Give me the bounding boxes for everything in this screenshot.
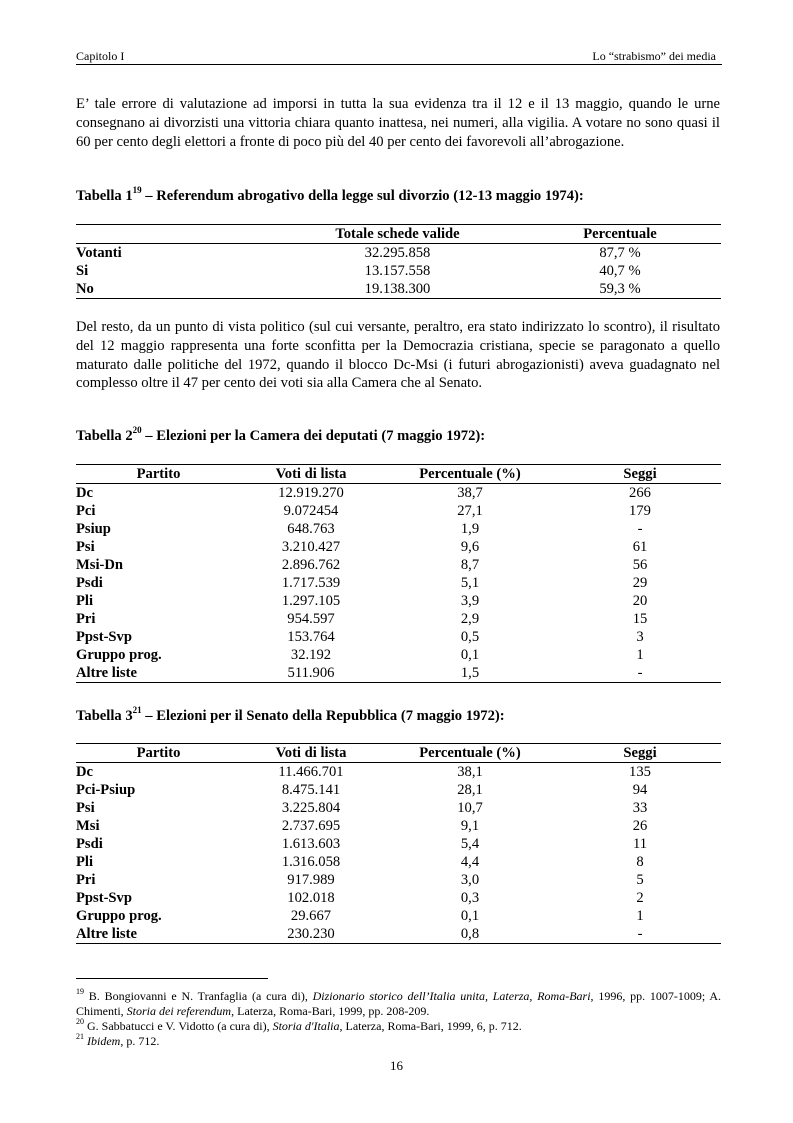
table-cell: 9,6 xyxy=(460,539,480,555)
table-row xyxy=(76,610,721,628)
table-cell: 0,3 xyxy=(460,890,480,906)
table-header-cell xyxy=(76,225,276,244)
table-row xyxy=(76,646,721,664)
table-cell: 56 xyxy=(632,557,648,573)
table-cell: 1.717.539 xyxy=(281,575,341,591)
table-2-caption xyxy=(76,426,485,445)
row-label-cell: Psi xyxy=(76,539,95,555)
footnote-text: , Laterza, Roma-Bari, 1999, pp. 208-209. xyxy=(231,1004,430,1018)
table-cell: 32.295.858 xyxy=(364,245,431,261)
table-cell: 1.297.105 xyxy=(281,593,341,609)
table-cell: 3.210.427 xyxy=(281,539,341,555)
row-label-cell: No xyxy=(76,280,276,299)
page-number: 16 xyxy=(390,1058,403,1073)
table-cell: - xyxy=(559,925,721,944)
table-header-cell: Percentuale (%) xyxy=(381,465,559,484)
table-header-row xyxy=(76,465,721,484)
table-row xyxy=(76,835,721,853)
table-header-cell: Partito xyxy=(76,744,241,763)
table-cell: - xyxy=(637,521,643,537)
table-row xyxy=(76,538,721,556)
table-body xyxy=(76,763,721,944)
footnote-separator xyxy=(76,978,268,979)
table-row xyxy=(76,781,721,799)
row-label-cell: Psi xyxy=(76,800,95,816)
table-row xyxy=(76,925,721,944)
table-cell: 27,1 xyxy=(457,503,483,519)
table-cell: 38,7 xyxy=(457,485,483,501)
footnote-ref-21[interactable]: 21 xyxy=(132,705,142,715)
table-cell: 5 xyxy=(636,872,644,888)
table-2-title: – Elezioni per la Camera dei deputati (7 maggio 1972): xyxy=(141,427,486,444)
footnote-19 xyxy=(76,985,721,1019)
footnote-title: Storia d'Italia xyxy=(272,1019,340,1033)
table-header-cell: Partito xyxy=(76,465,241,484)
table-cell: 1,5 xyxy=(381,664,559,683)
table-cell: 87,7 % xyxy=(599,245,641,261)
row-label-cell: Altre liste xyxy=(76,664,241,683)
table-row xyxy=(76,556,721,574)
table-cell: 0,1 xyxy=(460,908,480,924)
row-label-cell: Pri xyxy=(76,611,96,627)
table-row xyxy=(76,889,721,907)
table-cell: 0,5 xyxy=(460,629,480,645)
footnote-ref-19[interactable]: 19 xyxy=(132,185,142,195)
table-cell: 511.906 xyxy=(241,664,381,683)
table-row xyxy=(76,664,721,683)
row-label-cell: Psiup xyxy=(76,521,111,537)
table-cell: 230.230 xyxy=(241,925,381,944)
table-cell: 19.138.300 xyxy=(276,280,519,299)
table-cell: 9,1 xyxy=(460,818,480,834)
table-cell: 135 xyxy=(629,764,651,780)
row-label-cell: Pri xyxy=(76,872,96,888)
footnote-title: Dizionario storico dell’Italia unita, Laterza, Roma-Bari xyxy=(312,989,591,1003)
footnote-21 xyxy=(76,1030,721,1049)
paragraph-2: Del resto, da un punto di vista politico (sul cui versante, peraltro, era stato indirizzato lo scontro), il risultato del 12 maggio rappresenta una forte sconfitta per la Democrazia cristiana, specie se paragonato a quello maturato dalle politiche del 1972, quando il blocco Dc-Msi (i futuri abrogazionisti) aveva guadagnato nel complesso oltre il 47 per cento dei voti sia alla Camera che al Senato. xyxy=(76,319,720,392)
table-row xyxy=(76,520,721,538)
table-cell: 11.466.701 xyxy=(278,764,344,780)
table-2 xyxy=(76,464,721,683)
table-cell: 2 xyxy=(636,890,644,906)
table-cell: 1.613.603 xyxy=(281,836,341,852)
table-cell: 179 xyxy=(629,503,651,519)
table-1-caption xyxy=(76,186,584,205)
footnote-text: , Laterza, Roma-Bari, 1999, 6, p. 712. xyxy=(339,1019,522,1033)
table-row xyxy=(76,907,721,925)
table-row xyxy=(76,853,721,871)
table-cell: 8.475.141 xyxy=(281,782,341,798)
row-label-cell: Pci-Psiup xyxy=(76,782,136,798)
row-label-cell: Gruppo prog. xyxy=(76,647,162,663)
row-label-cell: Ppst-Svp xyxy=(76,629,132,645)
table-cell: 13.157.558 xyxy=(364,263,431,279)
paragraph-1: E’ tale errore di valutazione ad imporsi in tutta la sua evidenza tra il 12 e il 13 maggio, quando le urne consegnano ai divorzisti una vittoria chiara quanto inattesa, nei numeri, alla vigilia. A votare no sono quasi il 60 per cento degli elettori a fronte di poco più del 40 per cento dei favorevoli all’abrogazione. xyxy=(76,96,720,150)
row-label-cell: Msi-Dn xyxy=(76,557,124,573)
table-row xyxy=(76,817,721,835)
table-cell: 0,8 xyxy=(381,925,559,944)
table-header-cell: Seggi xyxy=(559,465,721,484)
table-1-label: Tabella 1 xyxy=(76,187,133,204)
table-1-title: – Referendum abrogativo della legge sul divorzio (12-13 maggio 1974): xyxy=(141,187,584,204)
table-row xyxy=(76,871,721,889)
row-label-cell: Msi xyxy=(76,818,100,834)
table-cell: 153.764 xyxy=(287,629,335,645)
table-cell: 20 xyxy=(632,593,648,609)
table-cell: 102.018 xyxy=(287,890,335,906)
table-row xyxy=(76,574,721,592)
footnote-ref-20[interactable]: 20 xyxy=(132,425,142,435)
table-cell: 3.225.804 xyxy=(281,800,341,816)
table-cell: 9.072454 xyxy=(283,503,339,519)
table-header-cell: Percentuale xyxy=(519,225,721,244)
row-label-cell: Ppst-Svp xyxy=(76,890,132,906)
row-label-cell: Altre liste xyxy=(76,925,241,944)
table-header-cell: Seggi xyxy=(559,744,721,763)
table-cell: - xyxy=(559,664,721,683)
table-cell: 3,0 xyxy=(460,872,480,888)
row-label-cell: Gruppo prog. xyxy=(76,908,162,924)
table-3-label: Tabella 3 xyxy=(76,707,133,724)
table-row xyxy=(76,484,721,503)
table-cell: 26 xyxy=(632,818,648,834)
table-header-cell: Voti di lista xyxy=(241,465,381,484)
row-label-cell: Si xyxy=(76,263,89,279)
table-cell: 32.192 xyxy=(290,647,332,663)
table-cell: 2.737.695 xyxy=(281,818,341,834)
table-cell: 33 xyxy=(632,800,648,816)
row-label-cell: Pli xyxy=(76,593,94,609)
footnote-text: , 1996, pp. 1007-1009; A. Chimenti, xyxy=(76,989,721,1018)
table-cell: 29.667 xyxy=(290,908,332,924)
table-cell: 954.597 xyxy=(287,611,335,627)
table-cell: 8 xyxy=(636,854,644,870)
table-body xyxy=(76,244,721,299)
footnote-number: 19 xyxy=(76,987,84,996)
table-cell: 61 xyxy=(632,539,648,555)
table-cell: 28,1 xyxy=(457,782,483,798)
section-title: Lo “strabismo” dei media xyxy=(592,49,716,63)
chapter-label: Capitolo I xyxy=(76,49,125,63)
table-cell: 266 xyxy=(629,485,651,501)
table-header-row xyxy=(76,744,721,763)
row-label-cell: Pci xyxy=(76,503,96,519)
table-cell: 3,9 xyxy=(460,593,480,609)
table-cell: 3 xyxy=(636,629,644,645)
table-cell: 15 xyxy=(632,611,648,627)
table-row xyxy=(76,502,721,520)
table-3-caption xyxy=(76,706,505,725)
table-cell: 40,7 % xyxy=(599,263,641,279)
table-cell: 1 xyxy=(636,647,644,663)
table-body xyxy=(76,484,721,683)
table-cell: 0,1 xyxy=(460,647,480,663)
footnote-title: Storia dei referendum xyxy=(126,1004,232,1018)
table-row xyxy=(76,799,721,817)
row-label-cell: Psdi xyxy=(76,575,103,591)
table-row xyxy=(76,262,721,280)
page-header xyxy=(76,47,722,65)
table-cell: 38,1 xyxy=(457,764,483,780)
table-cell: 29 xyxy=(632,575,648,591)
table-header-cell: Percentuale (%) xyxy=(381,744,559,763)
row-label-cell: Pli xyxy=(76,854,94,870)
table-cell: 2.896.762 xyxy=(281,557,341,573)
table-cell: 1.316.058 xyxy=(281,854,341,870)
table-cell: 5,4 xyxy=(460,836,480,852)
table-cell: 59,3 % xyxy=(519,280,721,299)
table-cell: 2,9 xyxy=(460,611,480,627)
row-label-cell: Psdi xyxy=(76,836,103,852)
table-3-title: – Elezioni per il Senato della Repubblica (7 maggio 1972): xyxy=(141,707,505,724)
table-1 xyxy=(76,224,721,299)
table-cell: 11 xyxy=(632,836,648,852)
footnote-text: , p. 712. xyxy=(120,1034,160,1048)
table-row xyxy=(76,280,721,299)
row-label-cell: Dc xyxy=(76,764,94,780)
table-header-cell: Totale schede valide xyxy=(276,225,519,244)
row-label-cell: Votanti xyxy=(76,245,122,261)
table-row xyxy=(76,628,721,646)
table-row xyxy=(76,244,721,263)
row-label-cell: Dc xyxy=(76,485,94,501)
table-header-cell: Voti di lista xyxy=(241,744,381,763)
table-cell: 12.919.270 xyxy=(278,485,344,501)
table-header-row xyxy=(76,225,721,244)
table-row xyxy=(76,592,721,610)
footnote-text: G. Sabbatucci e V. Vidotto (a cura di), xyxy=(84,1019,273,1033)
table-cell: 648.763 xyxy=(287,521,335,537)
footnote-number: 20 xyxy=(76,1017,84,1026)
table-cell: 8,7 xyxy=(460,557,480,573)
table-cell: 917.989 xyxy=(287,872,335,888)
table-row xyxy=(76,763,721,782)
table-cell: 1,9 xyxy=(460,521,480,537)
table-cell: 1 xyxy=(636,908,644,924)
table-2-label: Tabella 2 xyxy=(76,427,133,444)
table-3 xyxy=(76,743,721,944)
footnote-text: B. Bongiovanni e N. Tranfaglia (a cura di), xyxy=(84,989,313,1003)
table-cell: 4,4 xyxy=(460,854,480,870)
footnote-title: Ibidem xyxy=(87,1034,121,1048)
table-cell: 10,7 xyxy=(457,800,483,816)
footnote-number: 21 xyxy=(76,1032,84,1041)
table-cell: 5,1 xyxy=(460,575,480,591)
table-cell: 94 xyxy=(632,782,648,798)
